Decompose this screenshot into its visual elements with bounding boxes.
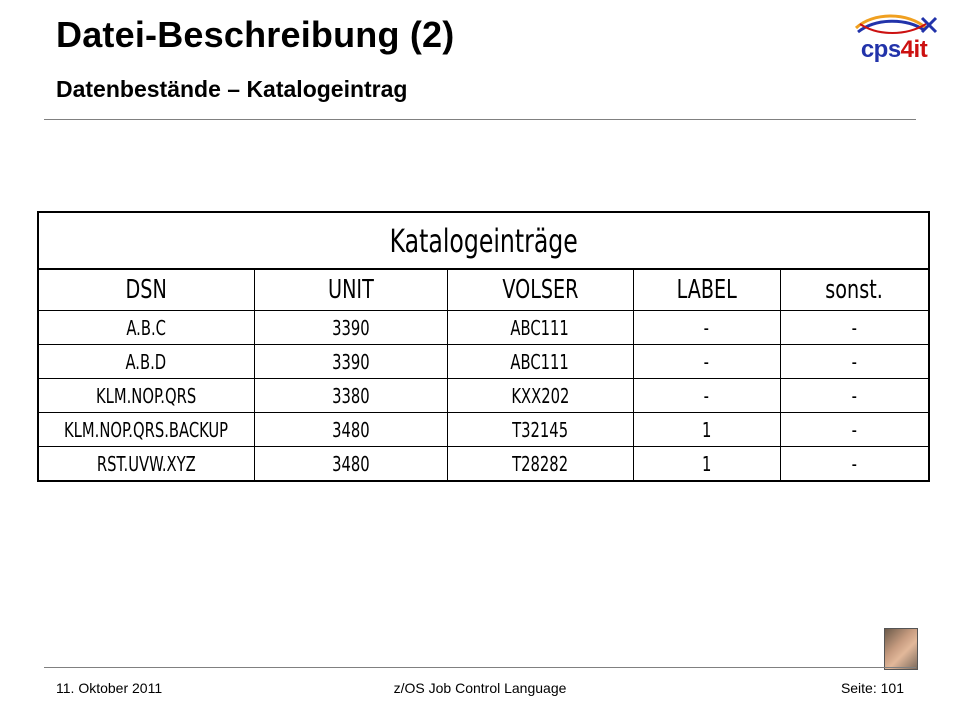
table-cell: 3390 — [254, 345, 447, 379]
catalog-table — [37, 211, 930, 482]
column-header: VOLSER — [447, 269, 633, 311]
table-cell: A.B.C — [38, 311, 254, 345]
table-cell: 3390 — [254, 311, 447, 345]
table-cell: 3480 — [254, 447, 447, 482]
table-cell: - — [780, 413, 929, 447]
table-cell: - — [633, 379, 780, 413]
table-cell: KXX202 — [447, 379, 633, 413]
table-cell: 1 — [633, 413, 780, 447]
column-header: DSN — [38, 269, 254, 311]
header-divider — [44, 119, 916, 120]
table-header-row — [38, 269, 929, 311]
cps4it-logo — [848, 10, 940, 68]
table-row — [38, 447, 929, 482]
table-cell: - — [633, 311, 780, 345]
table-cell: - — [780, 345, 929, 379]
table-cell: A.B.D — [38, 345, 254, 379]
slide-subtitle: Datenbestände – Katalogeintrag — [56, 76, 408, 102]
column-header: LABEL — [633, 269, 780, 311]
footer-course-title: z/OS Job Control Language — [393, 680, 567, 696]
table-cell: T32145 — [447, 413, 633, 447]
table-row — [38, 379, 929, 413]
table-row — [38, 311, 929, 345]
table-cell: - — [633, 345, 780, 379]
table-cell: 3480 — [254, 413, 447, 447]
presenter-photo — [884, 628, 918, 670]
table-cell: 1 — [633, 447, 780, 482]
table-cell: RST.UVW.XYZ — [38, 447, 254, 482]
table-row — [38, 413, 929, 447]
column-header: sonst. — [780, 269, 929, 311]
table-cell: ABC111 — [447, 345, 633, 379]
footer-page-number: Seite: 101 — [840, 680, 904, 696]
table-row — [38, 345, 929, 379]
footer-divider — [44, 667, 916, 668]
table-cell: ABC111 — [447, 311, 633, 345]
column-header: UNIT — [254, 269, 447, 311]
table-cell: T28282 — [447, 447, 633, 482]
table-cell: 3380 — [254, 379, 447, 413]
footer-date: 11. Oktober 2011 — [56, 680, 163, 696]
table-cell: - — [780, 447, 929, 482]
slide-title: Datei-Beschreibung (2) — [56, 14, 455, 55]
table-cell: - — [780, 379, 929, 413]
table-cell: KLM.NOP.QRS — [38, 379, 254, 413]
table-cell: - — [780, 311, 929, 345]
catalog-table-title: Katalogeinträge — [38, 212, 929, 269]
table-cell: KLM.NOP.QRS.BACKUP — [38, 413, 254, 447]
logo-text: cps4it — [860, 36, 928, 63]
